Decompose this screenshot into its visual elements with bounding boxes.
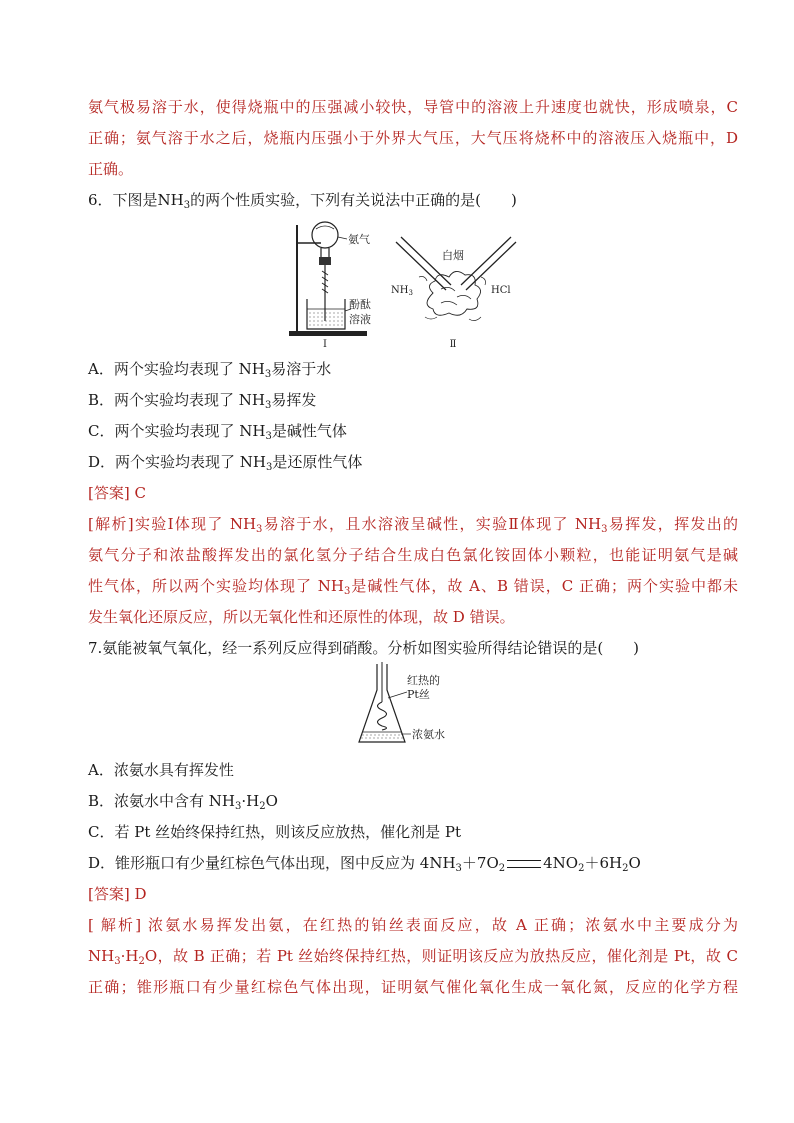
continuation-line-3: 正确。 — [88, 160, 134, 178]
label-ammonia: 氨气 — [348, 233, 370, 246]
q6-stem: 6．下图是$NH_3$的两个性质实验，下列有关说法中正确的是( ) — [88, 191, 517, 211]
label-phenolphthalein-2: 溶液 — [349, 313, 371, 326]
q6-apparatus-diagram — [285, 215, 525, 350]
label-phenolphthalein-1: 酚酞 — [349, 298, 371, 311]
q7-analysis-line-2: $NH_3\cdot H_2O$，故 B 正确；若 Pt 丝始终保持红热，则证明该反应为放热反应，催化剂是 Pt，故 C — [88, 947, 738, 967]
q7-option-a: A．浓氨水具有挥发性 — [88, 761, 234, 779]
q7-option-d: D．锥形瓶口有少量红棕色气体出现，图中反应为 $4NH_3+7O_2$ $4NO_2+6H_2O$ — [88, 854, 641, 874]
q6-analysis-line-2: 氨气分子和浓盐酸挥发出的氯化氢分子结合生成白色氯化铵固体小颗粒，也能证明氨气是碱 — [88, 546, 738, 564]
q7-flask-diagram — [355, 662, 485, 750]
continuation-line-1: 氨气极易溶于水，使得烧瓶中的压强减小较快，导管中的溶液上升速度也就快，形成喷泉，C — [88, 98, 738, 116]
label-conc-ammonia: 浓氨水 — [412, 728, 445, 741]
label-white-smoke: 白烟 — [442, 249, 464, 262]
q7-option-c: C．若 Pt 丝始终保持红热，则该反应放热，催化剂是 Pt — [88, 823, 462, 841]
q6-option-a: A．两个实验均表现了 $NH_3$易溶于水 — [88, 360, 332, 380]
label-experiment-2: Ⅱ — [449, 339, 457, 350]
q6-analysis-line-1: [解析]实验Ⅰ体现了 $NH_3$易溶于水，且水溶液呈碱性，实验Ⅱ体现了 $NH_3$易挥发，挥发出的 — [88, 515, 739, 535]
label-pt-wire: Pt丝 — [407, 688, 430, 701]
label-hcl: HCl — [491, 285, 511, 296]
q6-figure — [285, 215, 525, 350]
q7-analysis-line-3: 正确；锥形瓶口有少量红棕色气体出现，证明氨气催化氧化生成一氧化氮，反应的化学方程 — [88, 978, 738, 996]
label-red-hot: 红热的 — [407, 674, 440, 687]
q6-option-b: B．两个实验均表现了 $NH_3$易挥发 — [88, 391, 317, 411]
reaction-arrow — [507, 860, 541, 868]
q6-answer: [答案] C — [88, 484, 146, 502]
q7-figure — [355, 662, 485, 750]
q7-answer: [答案] D — [88, 885, 147, 903]
label-experiment-1: Ⅰ — [323, 339, 327, 350]
label-nh3: $NH_3$ — [391, 285, 413, 297]
q6-analysis-line-4: 发生氧化还原反应，所以无氧化性和还原性的体现，故 D 错误。 — [88, 608, 515, 626]
continuation-line-2: 正确；氨气溶于水之后，烧瓶内压强小于外界大气压，大气压将烧杯中的溶液压入烧瓶中，D — [88, 129, 738, 147]
q6-option-c: C．两个实验均表现了 $NH_3$是碱性气体 — [88, 422, 347, 442]
q6-analysis-line-3: 性气体，所以两个实验均体现了 $NH_3$是碱性气体，故 A、B 错误，C 正确；两个实验中都未 — [88, 577, 738, 597]
q7-analysis-line-1: [ 解析] 浓氨水易挥发出氨，在红热的铂丝表面反应，故 A 正确；浓氨水中主要成分为 — [88, 916, 738, 934]
q6-option-d: D．两个实验均表现了 $NH_3$是还原性气体 — [88, 453, 363, 473]
q7-stem: 7.氨能被氧气氧化，经一系列反应得到硝酸。分析如图实验所得结论错误的是( ) — [88, 639, 640, 657]
q7-option-b: B．浓氨水中含有 $NH_3\cdot H_2O$ — [88, 792, 278, 812]
